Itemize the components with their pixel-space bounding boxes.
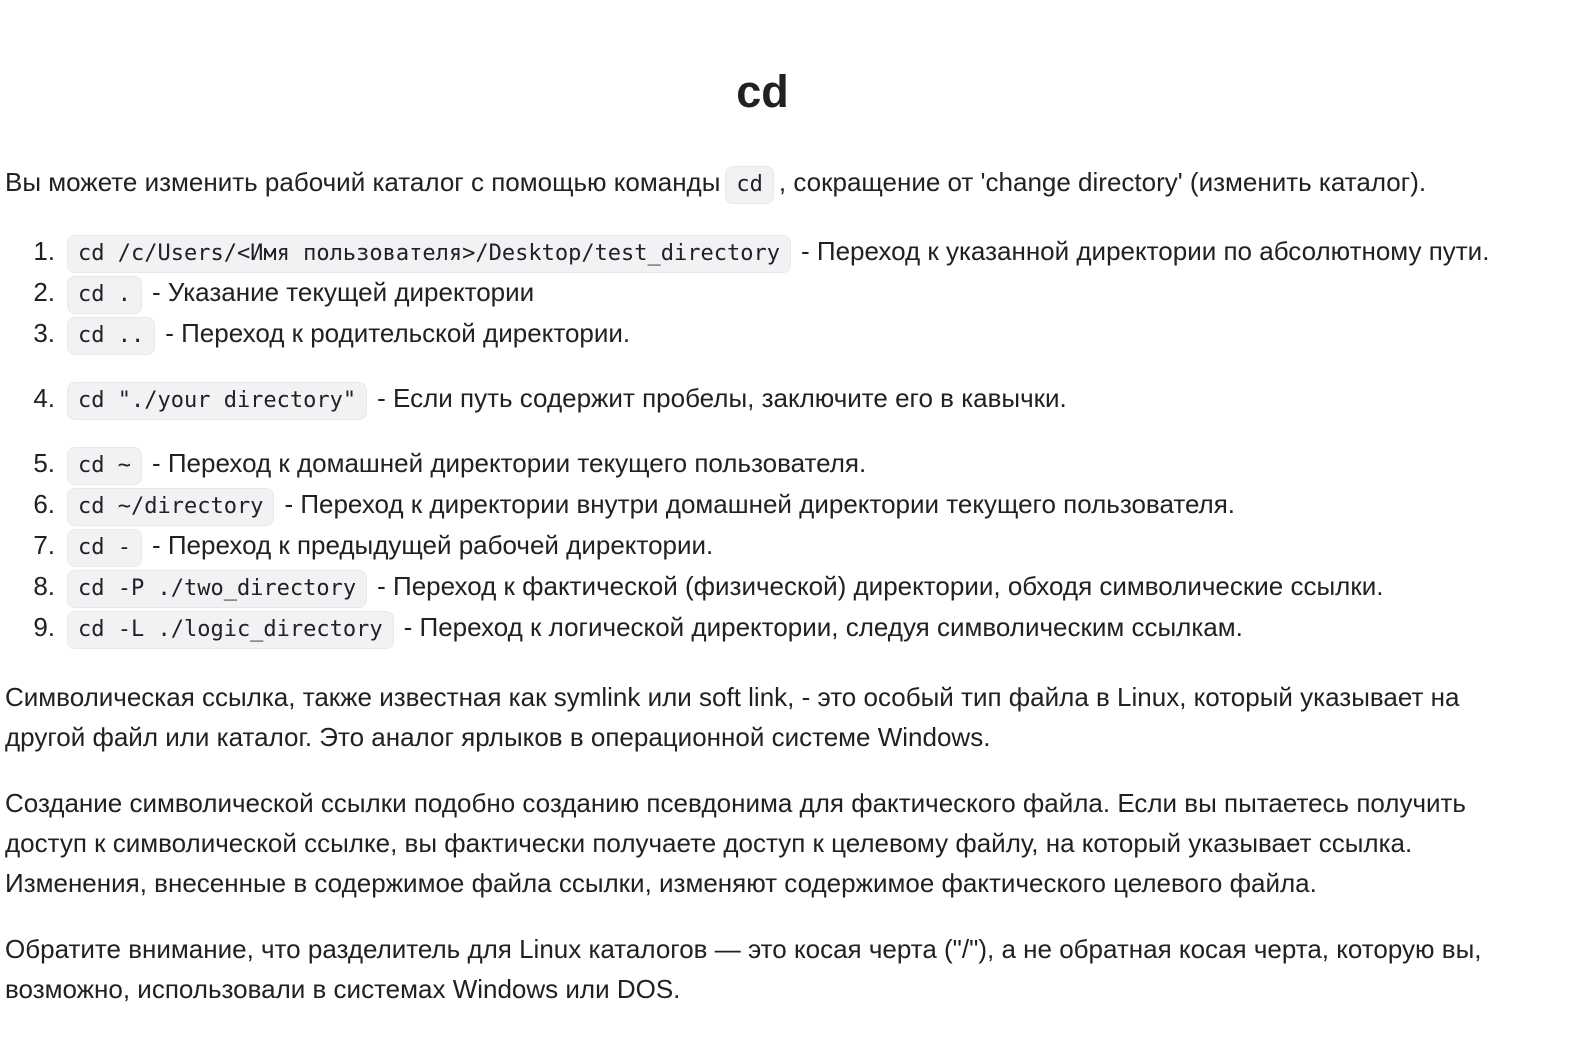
paragraph: Создание символической ссылки подобно созданию псевдонима для фактического файла. Если вы пытаетесь получить доступ к символической ссылке, вы фактически получаете доступ к целевому файлу, на который указывает ссылка. Изменения, внесенные в содержимое файла ссылки, изменяют содержимое фактического целевого файла. xyxy=(5,788,1466,898)
list-number: 7. xyxy=(33,530,55,560)
command-list-item xyxy=(25,567,1520,608)
command-list-item xyxy=(25,314,1520,355)
list-number: 9. xyxy=(33,612,55,642)
command-code: cd "./your directory" xyxy=(67,382,367,420)
inline-code-cd: cd xyxy=(725,166,774,204)
list-number: 6. xyxy=(33,489,55,519)
command-code: cd -P ./two_directory xyxy=(67,570,367,608)
command-list-item xyxy=(25,232,1520,273)
list-number: 5. xyxy=(33,448,55,478)
command-code: cd .. xyxy=(67,317,155,355)
command-list-item xyxy=(25,485,1520,526)
command-description: - Переход к указанной директории по абсолютному пути. xyxy=(801,236,1490,266)
command-description: - Указание текущей директории xyxy=(151,277,535,307)
command-list-item xyxy=(25,608,1520,649)
command-list-item xyxy=(25,273,1520,314)
command-code: cd - xyxy=(67,529,142,567)
command-list xyxy=(5,232,1520,649)
command-description: - Переход к директории внутри домашней директории текущего пользователя. xyxy=(284,489,1236,519)
document xyxy=(0,64,1570,1039)
command-code: cd . xyxy=(67,276,142,314)
list-number: 3. xyxy=(33,318,55,348)
command-list-item xyxy=(25,526,1520,567)
paragraph: Символическая ссылка, также известная как symlink или soft link, - это особый тип файла в Linux, который указывает на другой файл или каталог. Это аналог ярлыков в операционной системе Windows. xyxy=(5,682,1460,752)
intro-text-before: Вы можете изменить рабочий каталог с помощью команды xyxy=(5,167,721,197)
command-description: - Переход к фактической (физической) директории, обходя символические ссылки. xyxy=(377,571,1384,601)
command-code: cd ~ xyxy=(67,447,142,485)
command-description: - Если путь содержит пробелы, заключите его в кавычки. xyxy=(377,383,1067,413)
command-description: - Переход к домашней директории текущего пользователя. xyxy=(151,448,867,478)
list-number: 4. xyxy=(33,383,55,413)
intro-paragraph xyxy=(5,162,1520,204)
command-list-item xyxy=(25,444,1520,485)
body-paragraphs xyxy=(5,677,1520,1009)
list-number: 8. xyxy=(33,571,55,601)
command-list-item xyxy=(25,379,1520,420)
command-description: - Переход к логической директории, следуя символическим ссылкам. xyxy=(403,612,1243,642)
page-title: cd xyxy=(736,66,789,117)
paragraph: Обратите внимание, что разделитель для Linux каталогов — это косая черта ("/"), а не обратная косая черта, которую вы, возможно, использовали в системах Windows или DOS. xyxy=(5,934,1482,1004)
list-number: 2. xyxy=(33,277,55,307)
command-description: - Переход к родительской директории. xyxy=(165,318,631,348)
command-code: cd /c/Users/<Имя пользователя>/Desktop/test_directory xyxy=(67,235,791,273)
list-number: 1. xyxy=(33,236,55,266)
intro-text-after: , сокращение от 'change directory' (изменить каталог). xyxy=(778,167,1427,197)
command-code: cd ~/directory xyxy=(67,488,274,526)
command-description: - Переход к предыдущей рабочей директории. xyxy=(151,530,714,560)
command-code: cd -L ./logic_directory xyxy=(67,611,394,649)
